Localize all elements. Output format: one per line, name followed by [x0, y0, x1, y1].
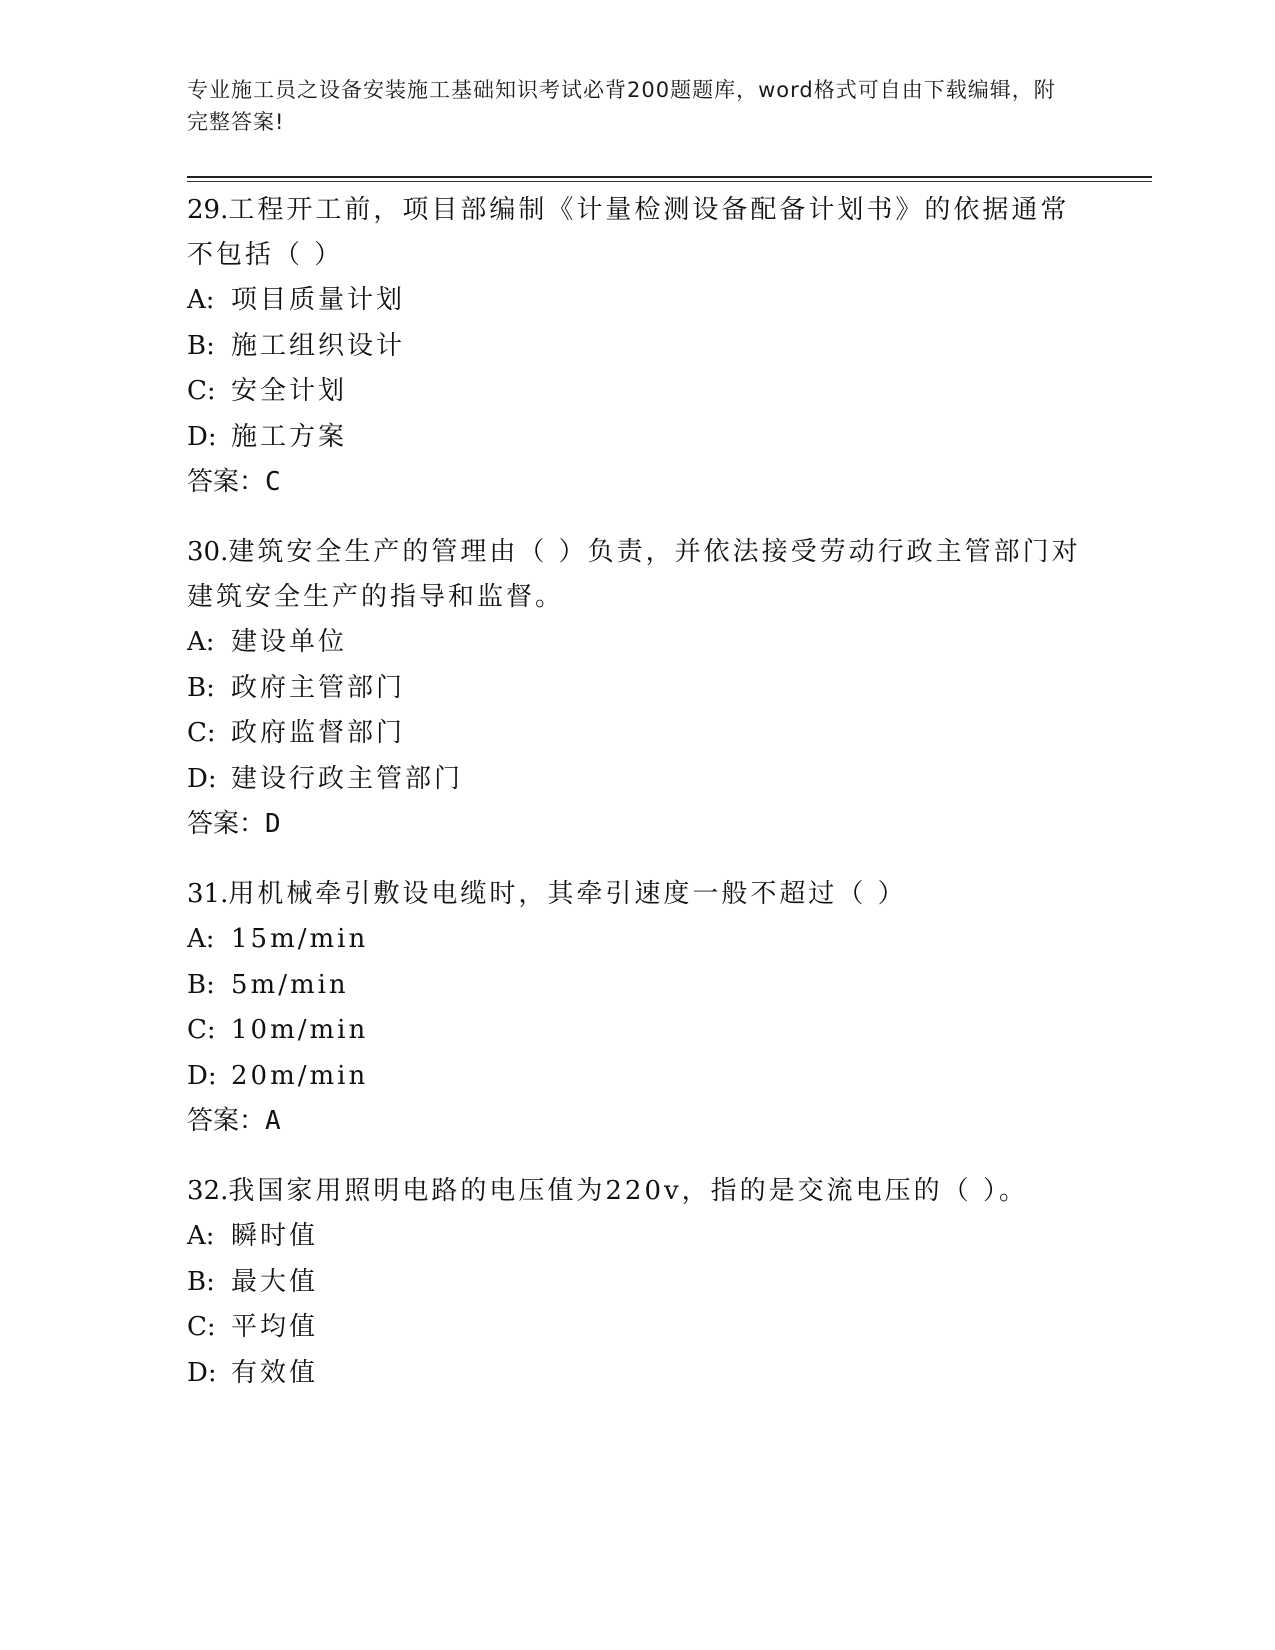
header-divider — [187, 176, 1152, 178]
question-text: 我国家用照明电路的电压值为220v，指的是交流电压的（ ）。 — [228, 1176, 1028, 1206]
option-text: 最大值 — [231, 1266, 319, 1297]
option-letter: A: — [187, 627, 215, 657]
option-text: 瞬时值 — [231, 1221, 319, 1251]
question-32 — [187, 1169, 1087, 1396]
option-d — [187, 1351, 1087, 1397]
question-number: 30. — [187, 537, 229, 567]
answer-value: D — [265, 809, 281, 839]
option-letter: D: — [187, 1357, 217, 1388]
document-title: 专业施工员之设备安装施工基础知识考试必背200题题库，word格式可自由下载编辑，附完整答案! — [187, 78, 1056, 134]
question-29 — [187, 188, 1087, 504]
answer-label: 答案： — [187, 467, 266, 497]
answer-value: C — [265, 467, 281, 497]
question-text: 建筑安全生产的管理由（ ）负责，并依法接受劳动行政主管部门对建筑安全生产的指导和监督。 — [187, 537, 1081, 612]
option-text: 政府监督部门 — [231, 718, 406, 748]
option-letter: B: — [187, 969, 215, 1000]
option-c — [187, 1008, 1087, 1054]
option-letter: A: — [187, 285, 215, 315]
option-letter: D: — [187, 1060, 217, 1091]
question-number: 32. — [187, 1176, 229, 1206]
option-c — [187, 1305, 1087, 1351]
option-letter: D: — [187, 763, 217, 794]
option-text: 施工组织设计 — [231, 330, 406, 361]
option-a — [187, 1214, 1087, 1260]
answer-value: A — [265, 1106, 281, 1136]
option-letter: C: — [187, 718, 216, 748]
option-letter: C: — [187, 1015, 216, 1045]
option-text: 15m/min — [231, 924, 369, 954]
option-text: 建设单位 — [231, 627, 348, 657]
question-stem — [187, 188, 1087, 278]
option-letter: C: — [187, 376, 216, 406]
option-text: 政府主管部门 — [231, 672, 406, 703]
option-text: 施工方案 — [231, 421, 348, 452]
option-a — [187, 917, 1087, 963]
option-text: 5m/min — [231, 969, 349, 1000]
question-text: 工程开工前，项目部编制《计量检测设备配备计划书》的依据通常不包括（ ） — [187, 195, 1070, 270]
answer-label: 答案： — [187, 809, 266, 839]
option-letter: B: — [187, 1266, 215, 1297]
answer-label: 答案： — [187, 1106, 266, 1136]
answer-line — [187, 460, 1087, 504]
option-letter: A: — [187, 1221, 215, 1251]
option-d — [187, 757, 1087, 803]
option-a — [187, 278, 1087, 324]
answer-line — [187, 1099, 1087, 1143]
answer-line — [187, 802, 1087, 846]
option-b — [187, 666, 1087, 712]
question-31 — [187, 872, 1087, 1143]
header-divider-secondary — [187, 181, 1152, 182]
question-text: 用机械牵引敷设电缆时，其牵引速度一般不超过（ ） — [228, 879, 907, 909]
option-text: 安全计划 — [231, 376, 348, 406]
option-text: 有效值 — [231, 1357, 319, 1388]
question-stem — [187, 530, 1087, 620]
option-text: 建设行政主管部门 — [231, 763, 464, 794]
option-letter: B: — [187, 330, 215, 361]
question-number: 29. — [187, 195, 229, 225]
option-text: 20m/min — [231, 1060, 369, 1091]
option-d — [187, 415, 1087, 461]
option-c — [187, 711, 1087, 757]
option-letter: D: — [187, 421, 217, 452]
option-letter: C: — [187, 1312, 216, 1342]
option-b — [187, 324, 1087, 370]
option-b — [187, 1260, 1087, 1306]
question-stem — [187, 1169, 1087, 1214]
option-text: 项目质量计划 — [231, 285, 406, 315]
option-letter: A: — [187, 924, 215, 954]
document-header — [187, 74, 1067, 138]
option-a — [187, 620, 1087, 666]
option-d — [187, 1054, 1087, 1100]
question-number: 31. — [187, 879, 229, 909]
question-list — [187, 188, 1087, 1422]
option-b — [187, 963, 1087, 1009]
question-stem — [187, 872, 1087, 917]
option-text: 10m/min — [231, 1015, 369, 1045]
question-30 — [187, 530, 1087, 846]
option-letter: B: — [187, 672, 215, 703]
option-text: 平均值 — [231, 1312, 319, 1342]
option-c — [187, 369, 1087, 415]
